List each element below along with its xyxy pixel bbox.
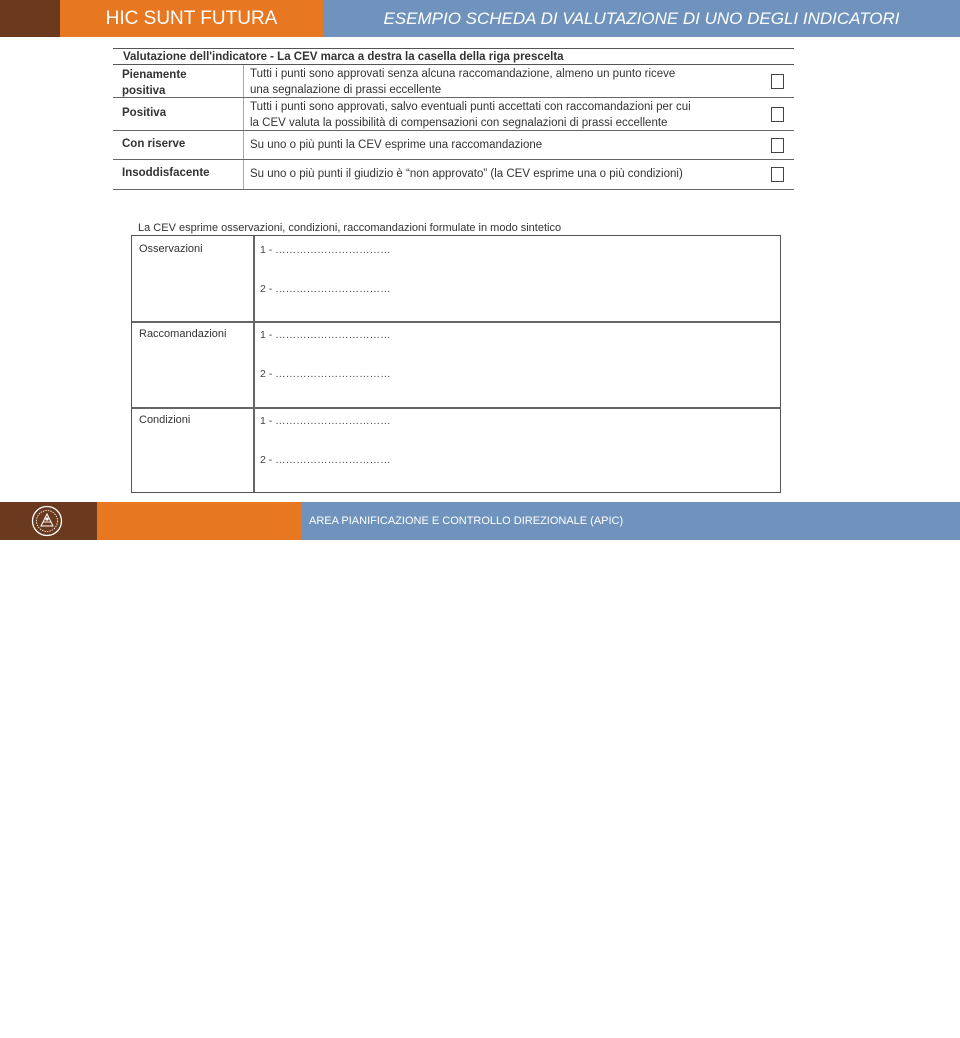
- table-row: [113, 98, 794, 131]
- footer-department: AREA PIANIFICAZIONE E CONTROLLO DIREZIONALE (APIC): [302, 502, 960, 540]
- checkbox-positiva[interactable]: [771, 107, 784, 122]
- section-label-osservazioni: Osservazioni: [139, 243, 203, 255]
- row-label: Con riserve: [122, 138, 186, 150]
- table-row: [113, 131, 794, 160]
- condition-item[interactable]: 1 - ……………………………: [260, 415, 391, 427]
- section-label-raccomandazioni: Raccomandazioni: [139, 328, 227, 340]
- university-seal-icon: [31, 505, 63, 537]
- condition-item[interactable]: 2 - ……………………………: [260, 454, 391, 466]
- slide-title: ESEMPIO SCHEDA DI VALUTAZIONE DI UNO DEGLI INDICATORI: [323, 0, 960, 37]
- recommendation-item[interactable]: 2 - ……………………………: [260, 368, 391, 380]
- checkbox-pienamente-positiva[interactable]: [771, 74, 784, 89]
- row-description: Tutti i punti sono approvati senza alcuna raccomandazione, almeno un punto riceve una segnalazione di prassi eccellente: [250, 68, 676, 96]
- observations-caption: La CEV esprime osservazioni, condizioni, raccomandazioni formulate in modo sintetico: [138, 222, 562, 234]
- row-description: Su uno o più punti la CEV esprime una raccomandazione: [250, 139, 543, 151]
- section-label-condizioni: Condizioni: [139, 414, 191, 426]
- row-label: Positiva: [122, 107, 167, 119]
- evaluation-table-heading: Valutazione dell'indicatore - La CEV marca a destra la casella della riga prescelta: [113, 48, 794, 65]
- university-logo: UNIVERSITÀ DEGLI STUDI DI UDINE: [198, 1005, 275, 1038]
- header-motto: HIC SUNT FUTURA: [60, 0, 323, 37]
- checkbox-con-riserve[interactable]: [771, 138, 784, 153]
- observations-table: [131, 235, 781, 493]
- observation-item[interactable]: 2 - ……………………………: [260, 283, 391, 295]
- row-label: Pienamente positiva: [122, 69, 187, 97]
- column-divider: [253, 236, 255, 492]
- footer-university-block: [97, 502, 302, 1038]
- observation-item[interactable]: 1 - ……………………………: [260, 244, 391, 256]
- header-dark-block: [0, 0, 60, 37]
- row-divider: [132, 407, 780, 409]
- row-divider: [132, 321, 780, 323]
- checkbox-insoddisfacente[interactable]: [771, 167, 784, 182]
- row-description: Su uno o più punti il giudizio è “non approvato” (la CEV esprime una o più condizioni): [250, 168, 683, 180]
- table-row: [113, 160, 794, 190]
- row-description: Tutti i punti sono approvati, salvo eventuali punti accettati con raccomandazioni per cui la CEV valuta la possibilità di compensazioni con segnalazioni di prassi eccellente: [250, 101, 691, 129]
- row-label: Insoddisfacente: [122, 167, 210, 179]
- recommendation-item[interactable]: 1 - ……………………………: [260, 329, 391, 341]
- table-row: [113, 65, 794, 98]
- evaluation-table: [113, 48, 794, 190]
